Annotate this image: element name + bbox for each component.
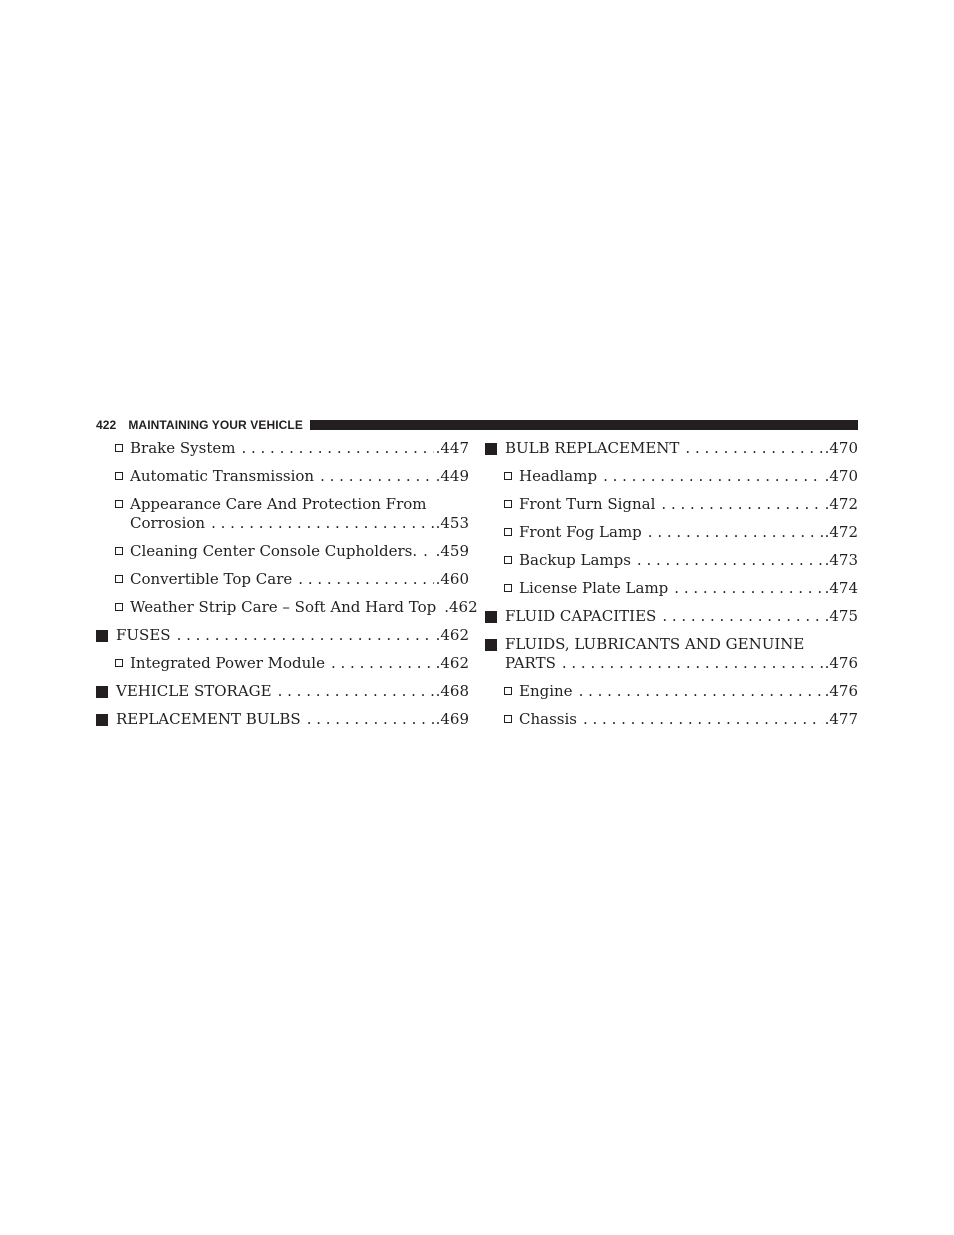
toc-page-number: .476 <box>824 654 858 672</box>
toc-entry-title: Front Fog Lamp <box>519 523 642 541</box>
toc-page-number: .453 <box>435 514 469 532</box>
toc-entry-title: Automatic Transmission <box>130 467 315 485</box>
filled-square-bullet-icon <box>485 443 497 455</box>
toc-section-entry[interactable] <box>96 705 469 733</box>
toc-subsection-entry[interactable] <box>485 546 858 574</box>
toc-subsection-entry[interactable] <box>96 490 469 537</box>
toc-entry-title: BULB REPLACEMENT <box>505 439 680 457</box>
toc-entry-title: Front Turn Signal <box>519 495 656 513</box>
toc-subsection-entry[interactable] <box>96 462 469 490</box>
dot-leader <box>423 542 433 561</box>
dot-leader <box>674 579 822 598</box>
toc-entry-title: Headlamp <box>519 467 598 485</box>
hollow-square-bullet-icon <box>115 575 123 583</box>
toc-entry-title: Weather Strip Care – Soft And Hard Top <box>130 598 437 616</box>
dot-leader <box>637 551 823 570</box>
hollow-square-bullet-icon <box>504 500 512 508</box>
toc-entry-title: VEHICLE STORAGE <box>116 682 272 700</box>
toc-entry-title: Backup Lamps <box>519 551 631 569</box>
toc-page-number: .472 <box>824 495 858 513</box>
toc-page-number: .470 <box>824 467 858 485</box>
hollow-square-bullet-icon <box>504 528 512 536</box>
toc-page-number: .459 <box>435 542 469 560</box>
toc-subsection-entry[interactable] <box>96 593 478 621</box>
toc-entry-title: Cleaning Center Console Cupholders. <box>130 542 418 560</box>
header-rule <box>310 420 858 430</box>
toc-entry-title: Engine <box>519 682 573 700</box>
toc-subsection-entry[interactable] <box>485 462 858 490</box>
page-header <box>96 417 858 433</box>
hollow-square-bullet-icon <box>115 603 123 611</box>
toc-section-entry[interactable] <box>485 630 858 677</box>
hollow-square-bullet-icon <box>115 500 123 508</box>
hollow-square-bullet-icon <box>115 444 123 452</box>
toc-page-number: .472 <box>824 523 858 541</box>
hollow-square-bullet-icon <box>504 687 512 695</box>
toc-entry-title: FLUID CAPACITIES <box>505 607 657 625</box>
hollow-square-bullet-icon <box>115 547 123 555</box>
toc-entry-title: FUSES <box>116 626 171 644</box>
toc-entry-title: Brake System <box>130 439 236 457</box>
dot-leader <box>661 495 822 514</box>
toc-entry-title: Corrosion <box>130 514 206 532</box>
toc-page-number: .462 <box>435 654 469 672</box>
dot-leader <box>685 439 822 458</box>
hollow-square-bullet-icon <box>504 472 512 480</box>
toc-subsection-entry[interactable] <box>485 677 858 705</box>
toc-page-number: .469 <box>435 710 469 728</box>
toc-page-number: .474 <box>824 579 858 597</box>
toc-section-entry[interactable] <box>485 602 858 630</box>
toc-page-number: .447 <box>435 439 469 457</box>
toc-subsection-entry[interactable] <box>485 705 858 733</box>
filled-square-bullet-icon <box>485 611 497 623</box>
dot-leader <box>241 439 433 458</box>
dot-leader <box>177 626 434 645</box>
toc-entry-title-line: Appearance Care And Protection From <box>130 495 427 513</box>
dot-leader <box>278 682 434 701</box>
toc-entry-title: Convertible Top Care <box>130 570 293 588</box>
page-number: 422 <box>96 418 117 432</box>
toc-subsection-entry[interactable] <box>96 649 469 677</box>
toc-subsection-entry[interactable] <box>96 565 469 593</box>
toc-subsection-entry[interactable] <box>96 537 469 565</box>
toc-page-number: .449 <box>435 467 469 485</box>
toc-entry-title: Integrated Power Module <box>130 654 325 672</box>
toc-entry-title: Chassis <box>519 710 577 728</box>
hollow-square-bullet-icon <box>504 556 512 564</box>
hollow-square-bullet-icon <box>504 715 512 723</box>
toc-page-number: .462 <box>444 598 478 616</box>
filled-square-bullet-icon <box>485 639 497 651</box>
filled-square-bullet-icon <box>96 630 108 642</box>
toc-page-number: .460 <box>435 570 469 588</box>
dot-leader <box>583 710 823 729</box>
filled-square-bullet-icon <box>96 714 108 726</box>
filled-square-bullet-icon <box>96 686 108 698</box>
toc-page-number: .470 <box>824 439 858 457</box>
toc-entry-title-line: FLUIDS, LUBRICANTS AND GENUINE <box>505 635 805 653</box>
toc-page-number: .462 <box>435 626 469 644</box>
hollow-square-bullet-icon <box>115 472 123 480</box>
toc-section-entry[interactable] <box>485 434 858 462</box>
toc-subsection-entry[interactable] <box>485 518 858 546</box>
toc-page-number: .476 <box>824 682 858 700</box>
toc-section-entry[interactable] <box>96 677 469 705</box>
dot-leader <box>603 467 823 486</box>
toc-entry-title: REPLACEMENT BULBS <box>116 710 301 728</box>
hollow-square-bullet-icon <box>504 584 512 592</box>
dot-leader <box>307 710 434 729</box>
toc-section-entry[interactable] <box>96 621 469 649</box>
dot-leader <box>562 654 823 673</box>
toc-subsection-entry[interactable] <box>485 574 858 602</box>
dot-leader <box>579 682 823 701</box>
toc-page-number: .473 <box>824 551 858 569</box>
toc-page-number: .468 <box>435 682 469 700</box>
toc-page-number: .475 <box>824 607 858 625</box>
dot-leader <box>211 514 434 533</box>
section-title: MAINTAINING YOUR VEHICLE <box>128 418 303 432</box>
hollow-square-bullet-icon <box>115 659 123 667</box>
toc-page-number: .477 <box>824 710 858 728</box>
dot-leader <box>331 654 434 673</box>
toc-right-column <box>485 434 858 733</box>
dot-leader <box>320 467 433 486</box>
toc-entry-title: PARTS <box>505 654 556 672</box>
dot-leader <box>298 570 433 589</box>
toc-subsection-entry[interactable] <box>96 434 469 462</box>
dot-leader <box>648 523 823 542</box>
toc-entry-title: License Plate Lamp <box>519 579 669 597</box>
dot-leader <box>662 607 822 626</box>
toc-subsection-entry[interactable] <box>485 490 858 518</box>
toc-left-column <box>96 434 478 733</box>
